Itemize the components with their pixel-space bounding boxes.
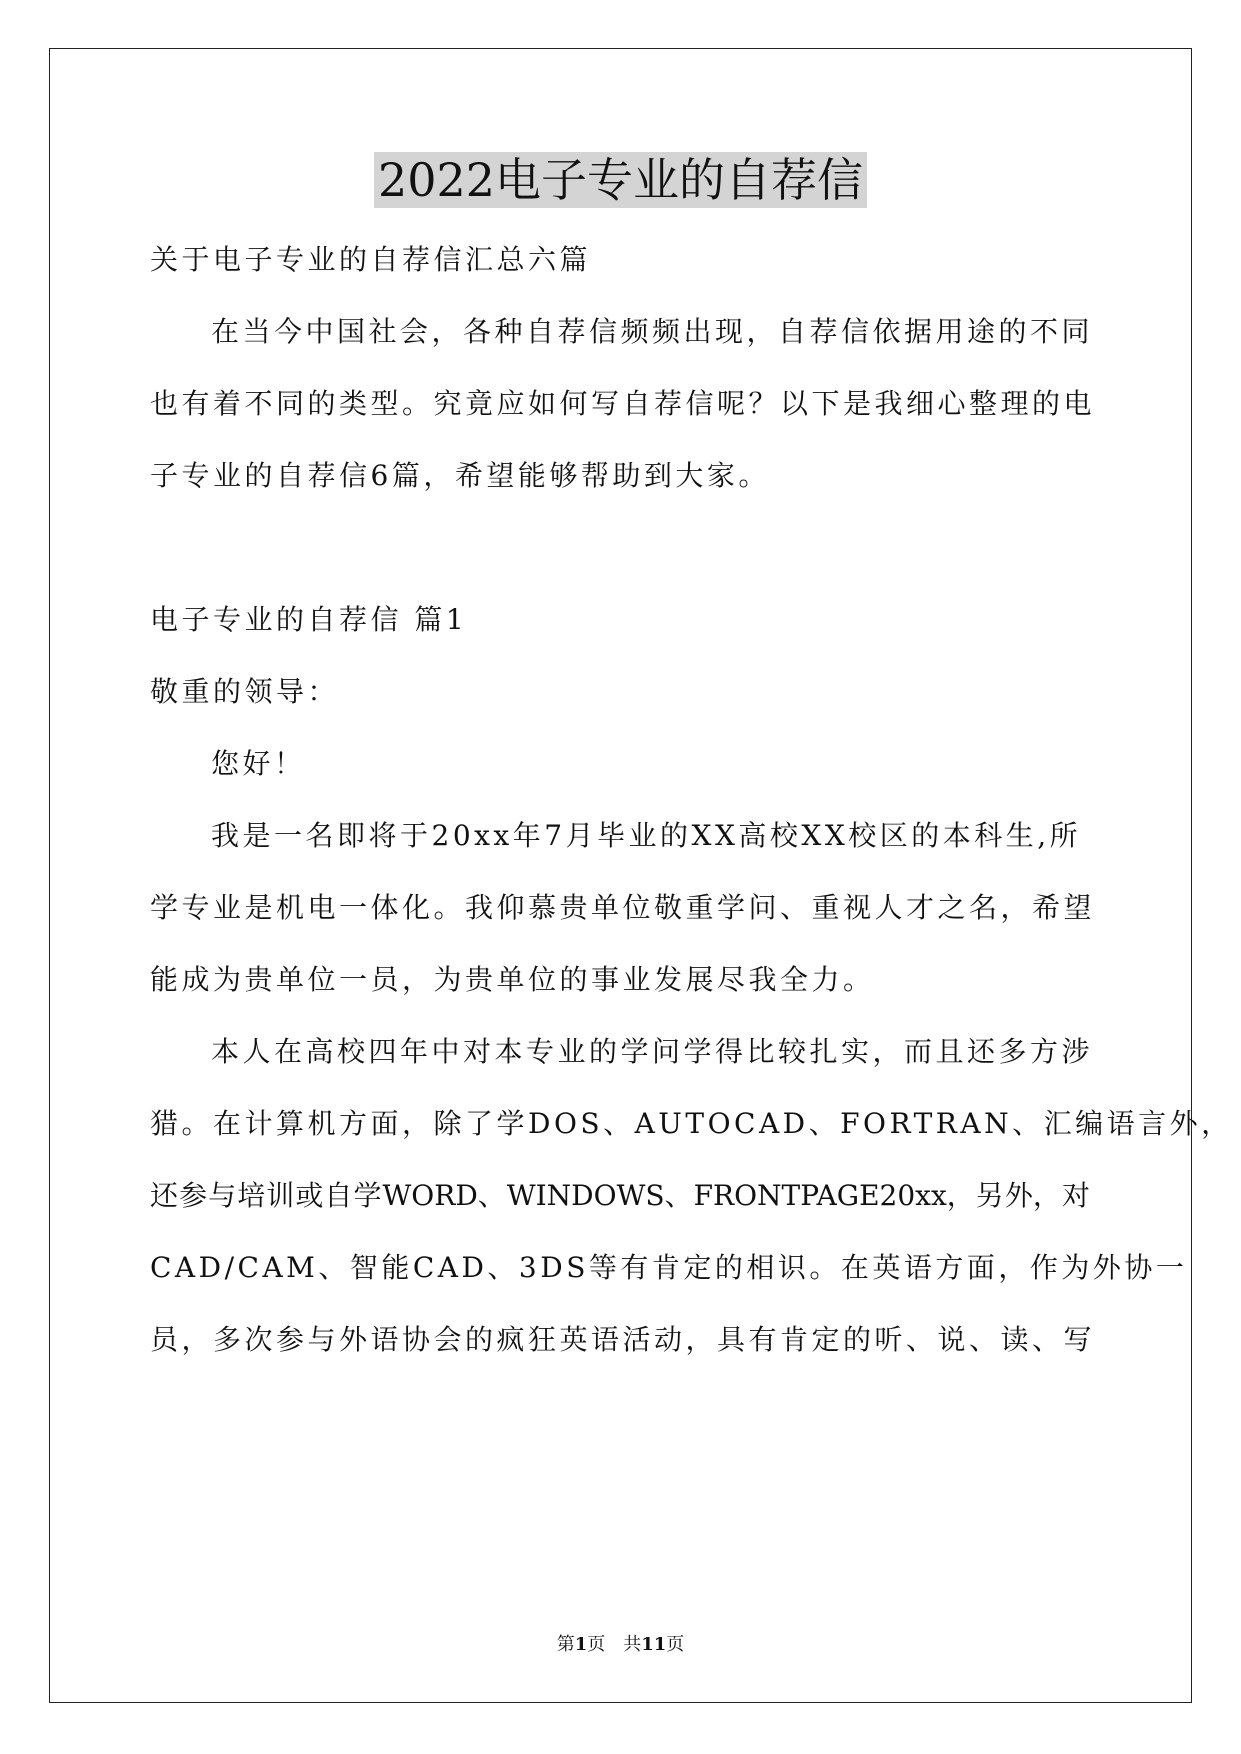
word: FRONTPAGE20xx， (693, 1179, 975, 1212)
word: 参 (179, 1179, 208, 1212)
footer-mid: 页 共 (587, 1634, 642, 1655)
word: WINDOWS、 (506, 1179, 693, 1212)
paragraph-line: 员，多次参与外语协会的疯狂英语活动，具有肯定的听、说、读、写 (150, 1323, 1096, 1356)
paragraph-line: CAD/CAM、智能CAD、3DS等有肯定的相识。在英语方面，作为外协一 (150, 1251, 1188, 1284)
paragraph-line-justified (150, 1176, 1090, 1216)
paragraph-line: 我是一名即将于20xx年7月毕业的XX高校XX校区的本科生,所 (211, 819, 1082, 852)
paragraph-line: 子专业的自荐信6篇，希望能够帮助到大家。 (150, 459, 770, 492)
word: 学 (353, 1179, 382, 1212)
word: 另 (975, 1179, 1004, 1212)
word: 还 (150, 1179, 179, 1212)
word: 培 (237, 1179, 266, 1212)
paragraph-line: 学专业是机电一体化。我仰慕贵单位敬重学问、重视人才之名，希望 (150, 891, 1096, 924)
footer-total-pages: 11 (641, 1634, 667, 1655)
word: 训 (266, 1179, 295, 1212)
footer-page-number: 1 (574, 1634, 588, 1655)
word: WORD、 (382, 1179, 506, 1212)
word: 自 (324, 1179, 353, 1212)
page-footer (0, 1633, 1241, 1657)
paragraph-line: 猎。在计算机方面，除了学DOS、AUTOCAD、FORTRAN、汇编语言外， (150, 1107, 1233, 1140)
paragraph-line: 能成为贵单位一员，为贵单位的事业发展尽我全力。 (150, 963, 875, 996)
word: 或 (295, 1179, 324, 1212)
footer-prefix: 第 (556, 1634, 575, 1655)
word: 与 (208, 1179, 237, 1212)
paragraph-line: 本人在高校四年中对本专业的学问学得比较扎实，而且还多方涉 (211, 1035, 1094, 1068)
greeting: 您好！ (211, 747, 306, 780)
paragraph-line: 也有着不同的类型。究竟应如何写自荐信呢？以下是我细心整理的电 (150, 387, 1096, 420)
word: 对 (1061, 1179, 1090, 1212)
document-title: 2022电子专业的自荐信 (374, 152, 867, 208)
word: 外， (1004, 1179, 1061, 1212)
paragraph-line: 在当今中国社会，各种自荐信频频出现，自荐信依据用途的不同 (211, 315, 1094, 348)
salutation: 敬重的领导： (150, 675, 340, 708)
title-block (0, 152, 1241, 208)
page-border (49, 48, 1233, 1703)
subtitle: 关于电子专业的自荐信汇总六篇 (150, 243, 592, 276)
footer-suffix: 页 (666, 1634, 685, 1655)
section-heading: 电子专业的自荐信 篇1 (150, 603, 468, 636)
